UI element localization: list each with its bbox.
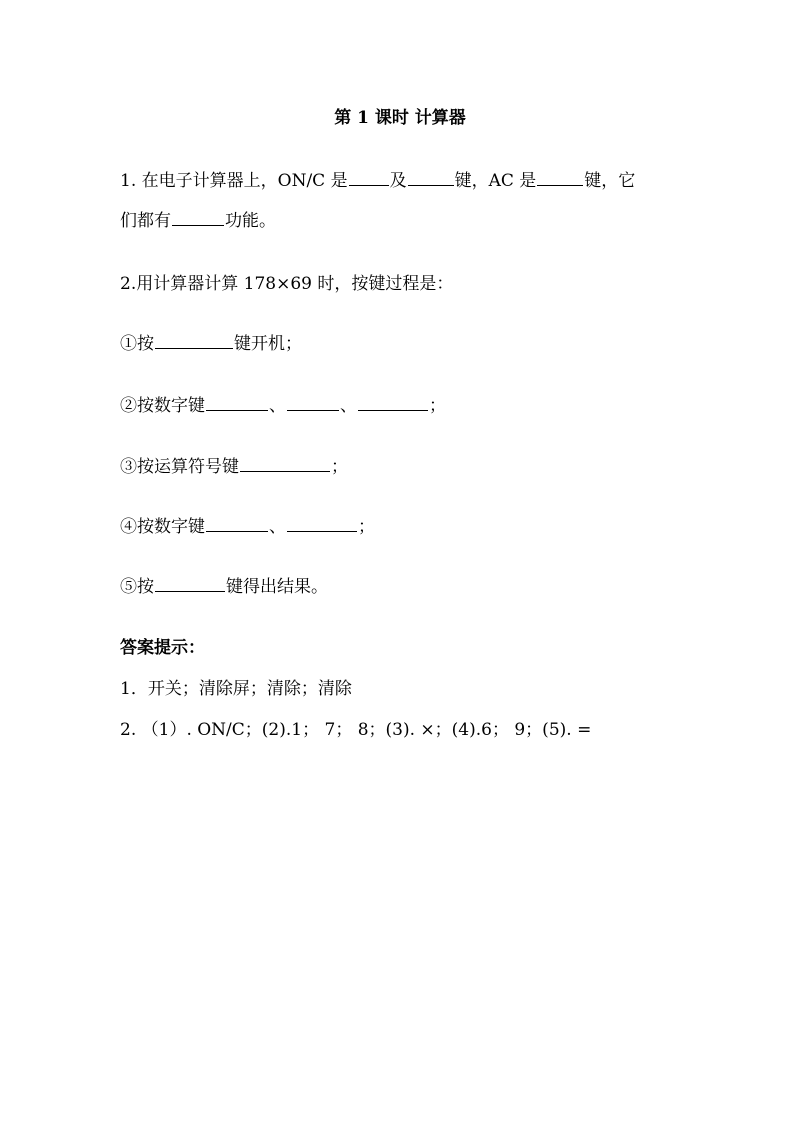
answer-2: 2. （1）. ON/C；(2).1； 7； 8；(3). ×；(4).6； 9；(5). = [120, 720, 592, 740]
answer-blank [349, 168, 389, 186]
answer-blank [358, 393, 428, 411]
separator: 、 [340, 396, 357, 416]
step-1-suffix: 键开机； [234, 334, 302, 354]
question-2-step-2 [120, 393, 446, 418]
question-1-text-e: 们都有 [120, 211, 171, 231]
answer-1: 1．开关；清除屏；清除；清除 [120, 679, 352, 699]
separator: 、 [269, 517, 286, 537]
separator: 、 [269, 396, 286, 416]
answer-blank [287, 393, 339, 411]
question-2-step-1 [120, 331, 302, 356]
question-1-text-b: 及 [389, 171, 407, 191]
question-1-number: 1. [120, 171, 137, 191]
semicolon: ； [429, 396, 446, 416]
step-3-label: ③按运算符号键 [120, 457, 239, 477]
question-1-text-c: 键，AC 是 [454, 171, 537, 191]
answer-blank [206, 393, 268, 411]
answer-blank [206, 514, 268, 532]
answer-blank [537, 168, 583, 186]
answer-blank [240, 454, 330, 472]
question-2-step-4 [120, 514, 375, 539]
step-2-label: ②按数字键 [120, 396, 205, 416]
answer-blank [172, 208, 224, 226]
step-5-suffix: 键得出结果。 [226, 577, 328, 597]
step-1-label: ①按 [120, 334, 154, 354]
answers-heading: 答案提示： [120, 638, 205, 658]
answer-blank [408, 168, 454, 186]
step-4-label: ④按数字键 [120, 517, 205, 537]
step-5-label: ⑤按 [120, 577, 154, 597]
semicolon: ； [358, 517, 375, 537]
question-1-text-d: 键，它 [584, 171, 636, 191]
answer-blank [155, 574, 225, 592]
answer-blank [287, 514, 357, 532]
question-1-line-1 [120, 168, 635, 193]
semicolon: ； [331, 457, 348, 477]
question-1-text-f: 功能。 [225, 211, 276, 231]
question-1-text-a: 在电子计算器上，ON/C 是 [141, 171, 348, 191]
question-2-step-3 [120, 454, 348, 479]
question-2-step-5 [120, 574, 328, 599]
answer-blank [155, 331, 233, 349]
question-1-line-2 [120, 208, 276, 233]
question-2-intro: 2.用计算器计算 178×69 时，按键过程是： [120, 274, 454, 294]
page-title: 第 1 课时 计算器 [334, 108, 466, 128]
